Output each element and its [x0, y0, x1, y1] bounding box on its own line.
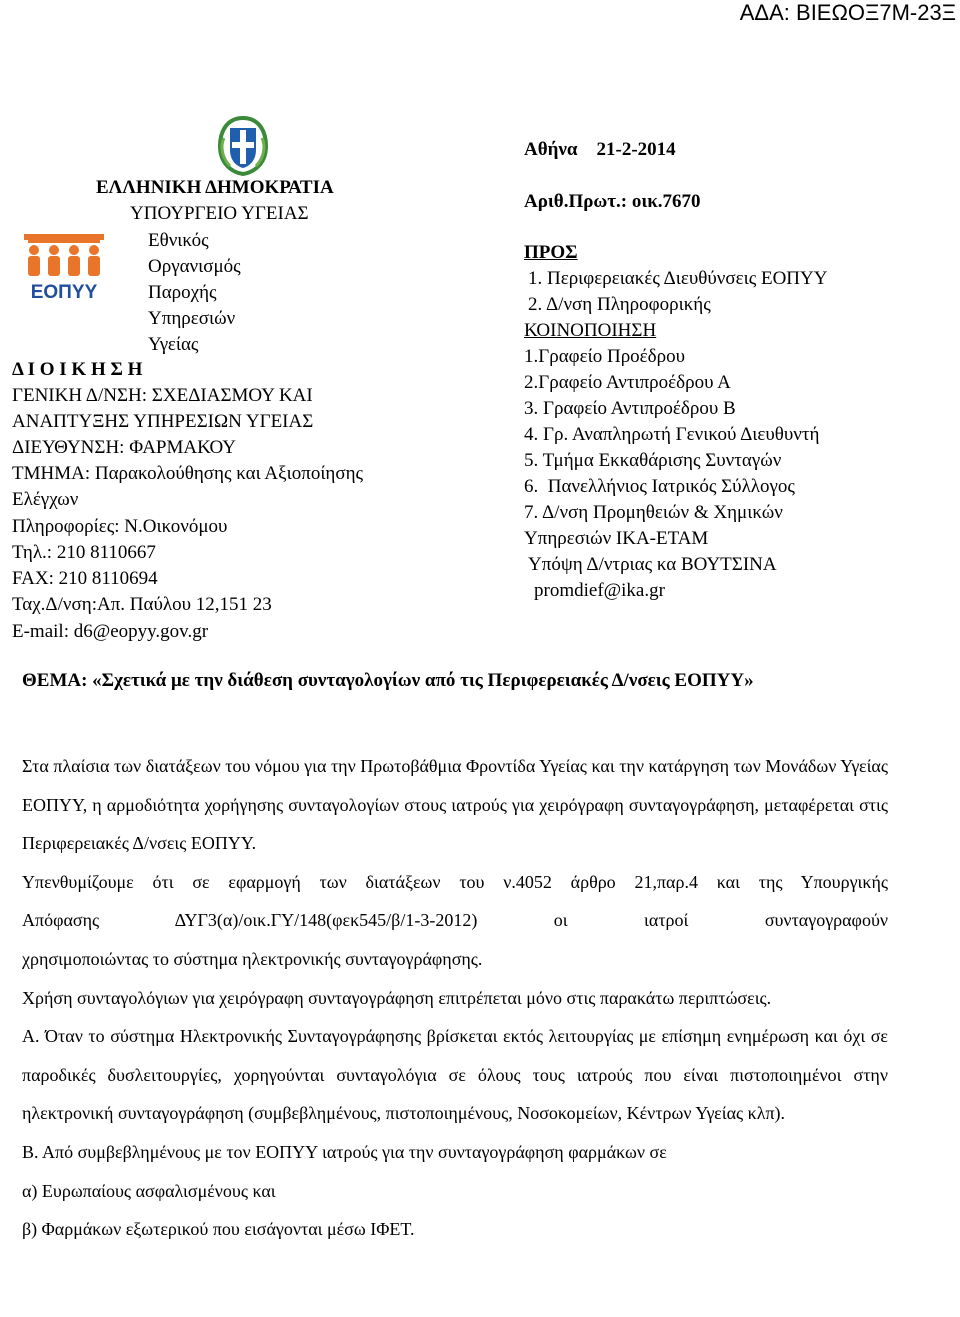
cc-item-1: 1.Γραφείο Προέδρου [524, 346, 685, 367]
cc-item-4: 4. Γρ. Αναπληρωτή Γενικού Διευθυντή [524, 424, 820, 445]
email: E-mail: d6@eopyy.gov.gr [12, 621, 209, 642]
to-label: ΠΡΟΣ [524, 242, 578, 263]
directorate: ΔΙΕΥΘΥΝΣΗ: ΦΑΡΜΑΚΟΥ [12, 437, 237, 458]
paragraph-2-line-3: χρησιμοποιώντας το σύστημα ηλεκτρονικής συνταγογράφησης. [22, 948, 483, 969]
case-b-b: β) Φαρμάκων εξωτερικού που εισάγονται μέσω ΙΦΕΤ. [22, 1219, 415, 1240]
case-b-a: α) Ευρωπαίους ασφαλισμένους και [22, 1180, 276, 1201]
greek-emblem-icon [210, 112, 276, 178]
org-word-1: Εθνικός [148, 230, 209, 251]
postal-address: Ταχ.Δ/νση:Απ. Παύλου 12,151 23 [12, 594, 272, 615]
to-item-1: 1. Περιφερειακές Διευθύνσεις ΕΟΠΥΥ [528, 268, 828, 289]
org-word-5: Υγείας [148, 334, 199, 355]
paragraph-2-line-2: Απόφασης ΔΥΓ3(α)/οικ.ΓΥ/148(φεκ545/β/1-3-2012) οι ιατροί συνταγογραφούν [22, 910, 888, 931]
paragraph-1: Στα πλαίσια των διατάξεων του νόμου για την Πρωτοβάθμια Φροντίδα Υγείας και την κατάργηση των Μονάδων Υγείας ΕΟΠΥΥ, η αρμοδιότητα χορήγησης συνταγολογίων στους ιατρούς για χειρόγραφη συνταγογράφηση, μεταφέρεται στις Περιφερειακές Δ/νσεις ΕΟΠΥΥ. [22, 756, 888, 854]
paragraph-2-line-1: Υπενθυμίζουμε ότι σε εφαρμογή των διατάξεων του ν.4052 άρθρο 21,παρ.4 και της Υπουργικής [22, 871, 888, 892]
cc-item-2: 2.Γραφείο Αντιπροέδρου Α [524, 372, 731, 393]
ministry-name: ΥΠΟΥΡΓΕΙΟ ΥΓΕΙΑΣ [130, 203, 309, 224]
to-item-2: 2. Δ/νση Πληροφορικής [528, 294, 711, 315]
eopyy-logo [18, 232, 110, 302]
fax: FAX: 210 8110694 [12, 568, 158, 589]
cc-item-email: promdief@ika.gr [534, 580, 665, 601]
administration: Δ Ι Ο Ι Κ Η Σ Η [12, 359, 143, 380]
department-1: ΤΜΗΜΑ: Παρακολούθησης και Αξιοποίησης [12, 463, 364, 484]
place-date: Αθήνα 21-2-2014 [524, 139, 676, 160]
directorate-general-2: ΑΝΑΠΤΥΞΗΣ ΥΠΗΡΕΣΙΩΝ ΥΓΕΙΑΣ [12, 411, 314, 432]
subject-line: ΘΕΜΑ: «Σχετικά με την διάθεση συνταγολογίων από τις Περιφερειακές Δ/νσεις ΕΟΠΥΥ» [22, 670, 754, 691]
country-name: ΕΛΛΗΝΙΚΗ ΔΗΜΟΚΡΑΤΙΑ [96, 177, 334, 198]
phone: Τηλ.: 210 8110667 [12, 542, 156, 563]
cc-item-5: 5. Τμήμα Εκκαθάρισης Συνταγών [524, 450, 782, 471]
directorate-general-1: ΓΕΝΙΚΗ Δ/ΝΣΗ: ΣΧΕΔΙΑΣΜΟΥ ΚΑΙ [12, 385, 313, 406]
org-word-2: Οργανισμός [148, 256, 241, 277]
protocol-number: Αριθ.Πρωτ.: οικ.7670 [524, 191, 701, 212]
org-word-4: Υπηρεσιών [148, 308, 236, 329]
cc-item-attention: Υπόψη Δ/ντριας κα ΒΟΥΤΣΙΝΑ [528, 554, 777, 575]
info-contact: Πληροφορίες: Ν.Οικονόμου [12, 516, 228, 537]
department-2: Ελέγχων [12, 489, 79, 510]
eopyy-logo-text: ΕΟΠΥΥ [30, 282, 98, 302]
letter-body [22, 747, 888, 1249]
case-a: Α. Όταν το σύστημα Ηλεκτρονικής Συνταγογράφησης βρίσκεται εκτός λειτουργίας με επίσημη ενημέρωση και όχι σε παροδικές δυσλειτουργίες, χορηγούνται συνταγολόγια σε όλους τους ιατρούς που είναι πιστοποιημένοι στην ηλεκτρονική συνταγογράφηση (συμβεβλημένους, πιστοποιημένους, Νοσοκομείων, Κέντρων Υγείας κλπ). [22, 1026, 888, 1124]
cc-item-7-cont: Υπηρεσιών ΙΚΑ-ΕΤΑΜ [524, 528, 709, 549]
cc-item-6: 6. Πανελλήνιος Ιατρικός Σύλλογος [524, 476, 795, 497]
cc-item-3: 3. Γραφείο Αντιπροέδρου Β [524, 398, 736, 419]
cc-label: ΚΟΙΝΟΠΟΙΗΣΗ [524, 320, 657, 341]
paragraph-3: Χρήση συνταγολόγιων για χειρόγραφη συνταγογράφηση επιτρέπεται μόνο στις παρακάτω περιπτώσεις. [22, 987, 772, 1008]
ada-code: ΑΔΑ: ΒΙΕΩΟΞ7Μ-23Ξ [739, 0, 956, 25]
org-word-3: Παροχής [148, 282, 217, 303]
case-b: Β. Από συμβεβλημένους με τον ΕΟΠΥΥ ιατρούς για την συνταγογράφηση φαρμάκων σε [22, 1141, 667, 1162]
cc-item-7: 7. Δ/νση Προμηθειών & Χημικών [524, 502, 783, 523]
